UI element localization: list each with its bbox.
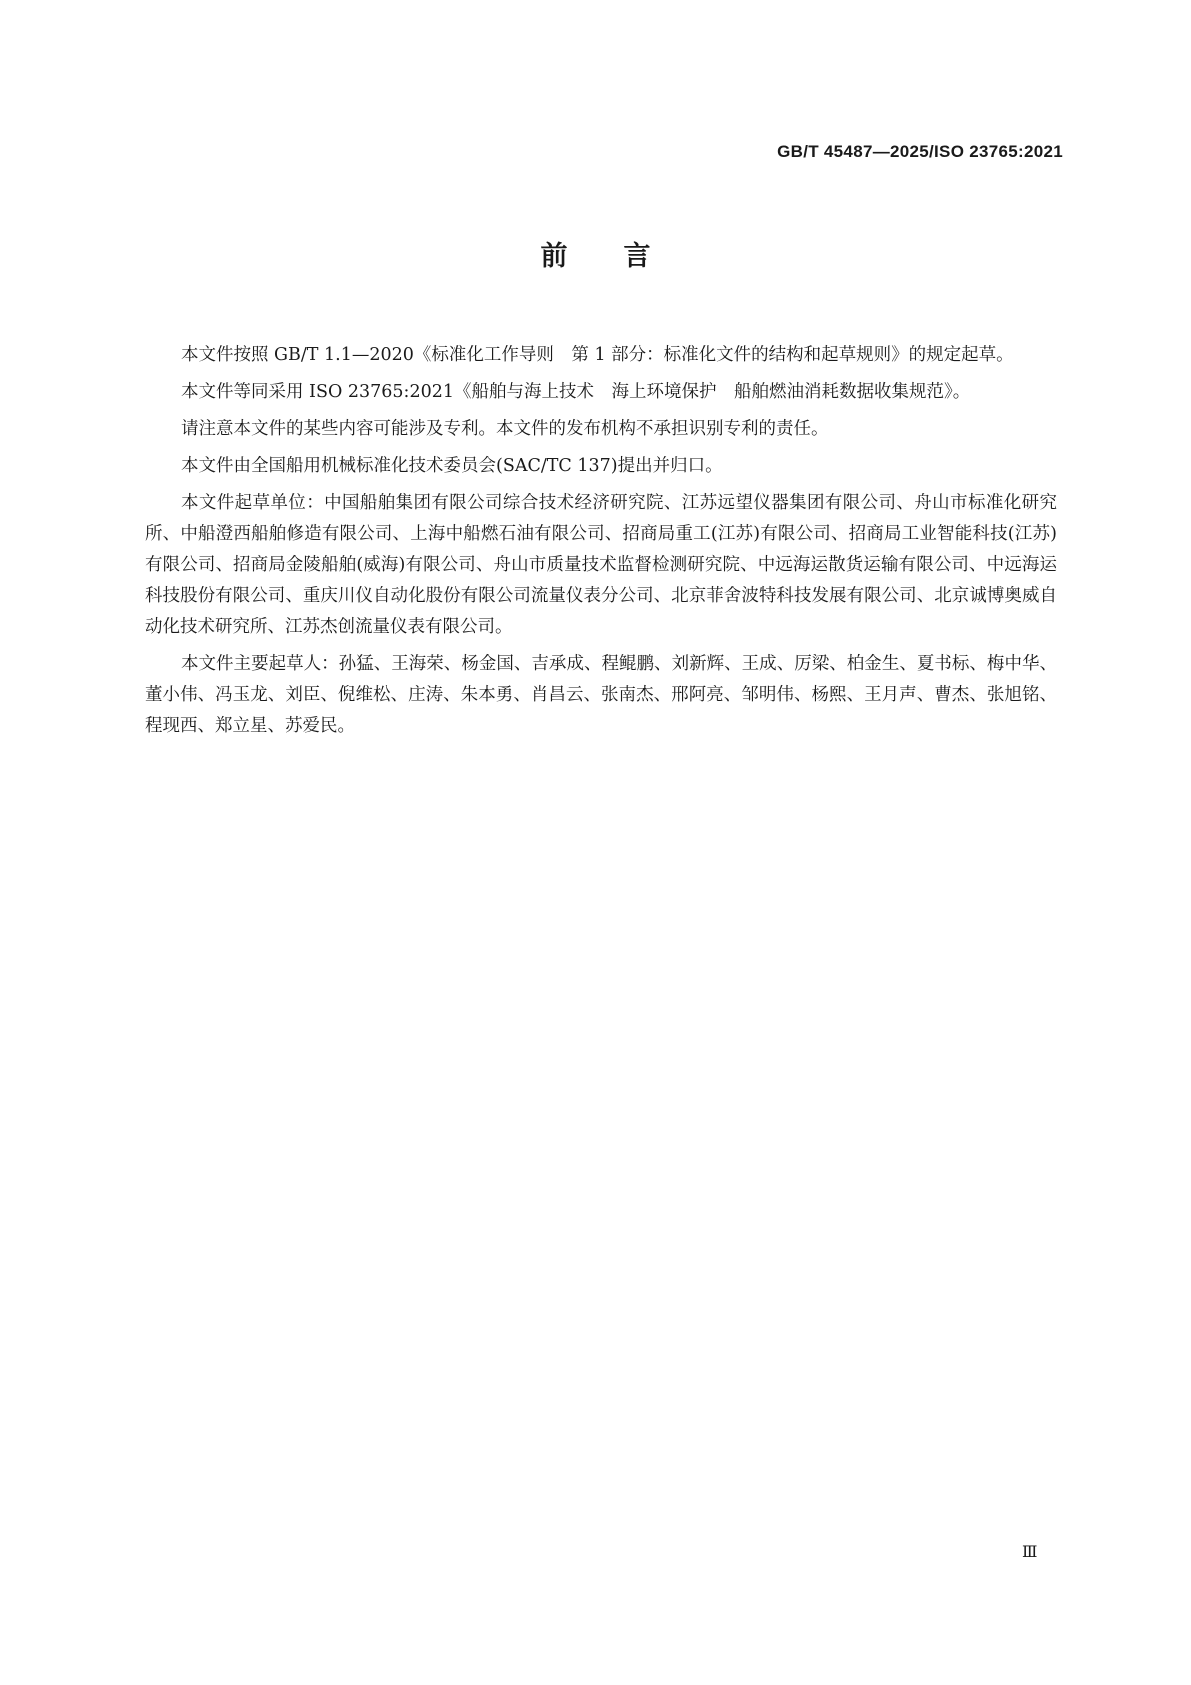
page-title: 前言 bbox=[540, 241, 707, 272]
foreword-body bbox=[145, 340, 1057, 748]
paragraph-iso-adoption: 本文件等同采用 ISO 23765:2021《船舶与海上技术 海上环境保护 船舶燃油消耗数据收集规范》。 bbox=[181, 382, 971, 402]
paragraph-drafting-rules: 本文件按照 GB/T 1.1—2020《标准化工作导则 第 1 部分：标准化文件的结构和起草规则》的规定起草。 bbox=[181, 345, 1014, 365]
paragraph-drafters: 本文件主要起草人：孙猛、王海荣、杨金国、吉承成、程鲲鹏、刘新辉、王成、厉梁、柏金生、夏书标、梅中华、董小伟、冯玉龙、刘臣、倪维松、庄涛、朱本勇、肖昌云、张南杰、邢阿亮、邹明伟、杨熙、王月声、曹杰、张旭铭、程现西、郑立星、苏爱民。 bbox=[145, 654, 1057, 736]
paragraph-patent-notice: 请注意本文件的某些内容可能涉及专利。本文件的发布机构不承担识别专利的责任。 bbox=[181, 419, 829, 439]
page-number: Ⅲ bbox=[1022, 1542, 1038, 1561]
paragraph-drafting-units: 本文件起草单位：中国船舶集团有限公司综合技术经济研究院、江苏远望仪器集团有限公司、舟山市标准化研究所、中船澄西船舶修造有限公司、上海中船燃石油有限公司、招商局重工(江苏)有限公司、招商局工业智能科技(江苏)有限公司、招商局金陵船舶(威海)有限公司、舟山市质量技术监督检测研究院、中远海运散货运输有限公司、中远海运科技股份有限公司、重庆川仪自动化股份有限公司流量仪表分公司、北京菲舍波特科技发展有限公司、北京诚博奥威自动化技术研究所、江苏杰创流量仪表有限公司。 bbox=[145, 493, 1057, 637]
paragraph-proposer: 本文件由全国船用机械标准化技术委员会(SAC/TC 137)提出并归口。 bbox=[181, 456, 723, 476]
standard-number: GB/T 45487—2025/ISO 23765:2021 bbox=[777, 142, 1063, 161]
